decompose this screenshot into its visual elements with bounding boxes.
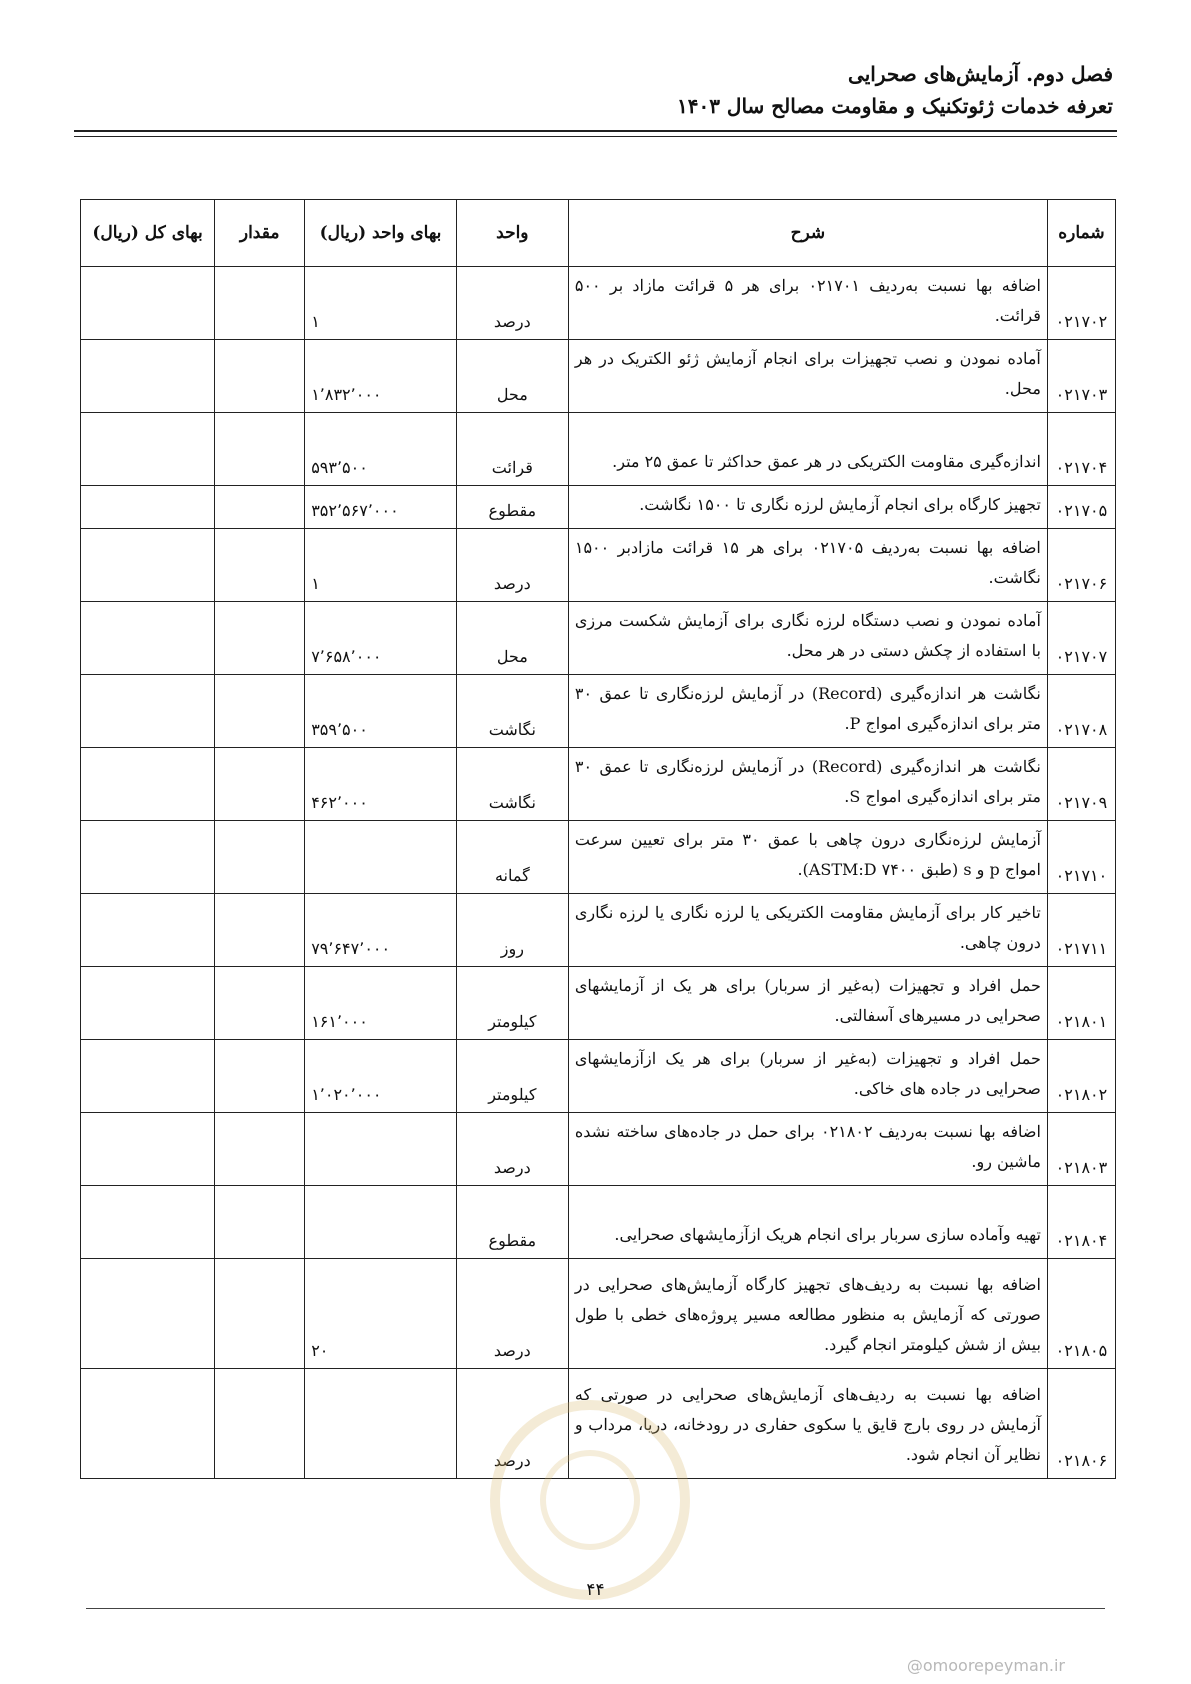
col-header-qty: مقدار <box>215 200 305 267</box>
row-desc: نگاشت هر اندازه‌گیری (Record) در آزمایش لرزه‌نگاری تا عمق ۳۰ متر برای اندازه‌گیری امواج P. <box>568 675 1047 748</box>
table-row <box>81 748 1116 821</box>
row-code: ۰۲۱۷۰۲ <box>1047 267 1115 340</box>
row-qty <box>215 1040 305 1113</box>
row-desc: اضافه بها نسبت به‌ردیف ۰۲۱۷۰۵ برای هر ۱۵ قرائت مازادبر ۱۵۰۰ نگاشت. <box>568 529 1047 602</box>
row-price: ۱ <box>305 267 457 340</box>
row-desc: تاخیر کار برای آزمایش مقاومت الکتریکی یا لرزه نگاری یا لرزه نگاری درون چاهی. <box>568 894 1047 967</box>
row-unit: درصد <box>456 529 568 602</box>
table-row <box>81 675 1116 748</box>
row-total <box>81 821 215 894</box>
row-code: ۰۲۱۷۰۸ <box>1047 675 1115 748</box>
row-desc: حمل افراد و تجهیزات (به‌غیر از سربار) برای هر یک ازآزمایشهای صحرایی در جاده های خاکی. <box>568 1040 1047 1113</box>
website-watermark: @omoorepeyman.ir <box>906 1656 1065 1675</box>
row-desc: اضافه بها نسبت به‌ردیف ۰۲۱۸۰۲ برای حمل در جاده‌های ساخته نشده ماشین رو. <box>568 1113 1047 1186</box>
row-unit: کیلومتر <box>456 1040 568 1113</box>
row-qty <box>215 486 305 529</box>
row-qty <box>215 340 305 413</box>
row-price: ۷۹٬۶۴۷٬۰۰۰ <box>305 894 457 967</box>
col-header-code: شماره <box>1047 200 1115 267</box>
row-qty <box>215 967 305 1040</box>
seal-inner-ring <box>540 1450 640 1550</box>
row-price <box>305 1113 457 1186</box>
row-price <box>305 1369 457 1479</box>
row-price: ۱٬۸۳۲٬۰۰۰ <box>305 340 457 413</box>
row-price: ۷٬۶۵۸٬۰۰۰ <box>305 602 457 675</box>
table-row <box>81 1259 1116 1369</box>
row-code: ۰۲۱۸۰۶ <box>1047 1369 1115 1479</box>
row-price: ۱۶۱٬۰۰۰ <box>305 967 457 1040</box>
row-price: ۳۵۲٬۵۶۷٬۰۰۰ <box>305 486 457 529</box>
row-qty <box>215 675 305 748</box>
row-unit: درصد <box>456 1113 568 1186</box>
row-qty <box>215 1259 305 1369</box>
header-rule-thick <box>74 130 1117 132</box>
col-header-price: بهای واحد (ریال) <box>305 200 457 267</box>
row-code: ۰۲۱۷۱۱ <box>1047 894 1115 967</box>
row-unit: محل <box>456 602 568 675</box>
row-desc: اندازه‌گیری مقاومت الکتریکی در هر عمق حداکثر تا عمق ۲۵ متر. <box>568 413 1047 486</box>
row-unit: درصد <box>456 1369 568 1479</box>
row-qty <box>215 529 305 602</box>
row-total <box>81 1259 215 1369</box>
row-total <box>81 413 215 486</box>
header-rule-thin <box>74 136 1117 137</box>
row-qty <box>215 748 305 821</box>
row-code: ۰۲۱۷۰۷ <box>1047 602 1115 675</box>
row-unit: گمانه <box>456 821 568 894</box>
row-code: ۰۲۱۸۰۵ <box>1047 1259 1115 1369</box>
row-total <box>81 486 215 529</box>
row-code: ۰۲۱۷۰۴ <box>1047 413 1115 486</box>
publisher-seal-watermark <box>490 1400 690 1600</box>
tariff-table <box>80 199 1116 1479</box>
row-code: ۰۲۱۷۰۶ <box>1047 529 1115 602</box>
row-total <box>81 1040 215 1113</box>
row-qty <box>215 1186 305 1259</box>
table-row <box>81 486 1116 529</box>
row-total <box>81 267 215 340</box>
row-qty <box>215 602 305 675</box>
table-row <box>81 267 1116 340</box>
row-unit: درصد <box>456 267 568 340</box>
col-header-unit: واحد <box>456 200 568 267</box>
row-price <box>305 821 457 894</box>
row-desc: اضافه بها نسبت به ردیف‌های آزمایش‌های صحرایی در صورتی که آزمایش در روی بارج قایق یا سکوی حفاری در رودخانه، دریا، مرداب و نظایر آن انجام شود. <box>568 1369 1047 1479</box>
row-qty <box>215 1113 305 1186</box>
table-row <box>81 529 1116 602</box>
row-total <box>81 967 215 1040</box>
row-desc: آماده نمودن و نصب تجهیزات برای انجام آزمایش ژئو الکتریک در هر محل. <box>568 340 1047 413</box>
row-desc: آزمایش لرزه‌نگاری درون چاهی با عمق ۳۰ متر برای تعیین سرعت امواج p و s (طبق ASTM:D ۷۴۰۰). <box>568 821 1047 894</box>
row-code: ۰۲۱۸۰۲ <box>1047 1040 1115 1113</box>
row-code: ۰۲۱۸۰۱ <box>1047 967 1115 1040</box>
row-total <box>81 894 215 967</box>
row-unit: مقطوع <box>456 1186 568 1259</box>
table-header-row <box>81 200 1116 267</box>
row-total <box>81 1186 215 1259</box>
col-header-desc: شرح <box>568 200 1047 267</box>
table-row <box>81 894 1116 967</box>
chapter-title: فصل دوم. آزمایش‌های صحرایی <box>848 62 1113 86</box>
table-row <box>81 967 1116 1040</box>
row-desc: حمل افراد و تجهیزات (به‌غیر از سربار) برای هر یک از آزمایشهای صحرایی در مسیرهای آسفالتی. <box>568 967 1047 1040</box>
row-unit: محل <box>456 340 568 413</box>
row-unit: نگاشت <box>456 675 568 748</box>
row-total <box>81 1113 215 1186</box>
col-header-total: بهای کل (ریال) <box>81 200 215 267</box>
row-price <box>305 1186 457 1259</box>
row-unit: درصد <box>456 1259 568 1369</box>
document-title: تعرفه خدمات ژئوتکنیک و مقاومت مصالح سال ۱۴۰۳ <box>676 94 1113 118</box>
row-desc: تهیه وآماده سازی سربار برای انجام هریک ازآزمایشهای صحرایی. <box>568 1186 1047 1259</box>
row-price: ۳۵۹٬۵۰۰ <box>305 675 457 748</box>
row-total <box>81 748 215 821</box>
table-row <box>81 340 1116 413</box>
table-row <box>81 1040 1116 1113</box>
row-price: ۵۹۳٬۵۰۰ <box>305 413 457 486</box>
row-price: ۱ <box>305 529 457 602</box>
row-total <box>81 1369 215 1479</box>
row-price: ۲۰ <box>305 1259 457 1369</box>
row-total <box>81 529 215 602</box>
row-qty <box>215 894 305 967</box>
row-desc: اضافه بها نسبت به‌ردیف ۰۲۱۷۰۱ برای هر ۵ قرائت مازاد بر ۵۰۰ قرائت. <box>568 267 1047 340</box>
row-total <box>81 340 215 413</box>
row-unit: روز <box>456 894 568 967</box>
row-code: ۰۲۱۷۰۵ <box>1047 486 1115 529</box>
row-code: ۰۲۱۸۰۴ <box>1047 1186 1115 1259</box>
row-total <box>81 602 215 675</box>
table-row <box>81 413 1116 486</box>
row-unit: قرائت <box>456 413 568 486</box>
row-unit: مقطوع <box>456 486 568 529</box>
row-desc: اضافه بها نسبت به ردیف‌های تجهیز کارگاه آزمایش‌های صحرایی در صورتی که آزمایش به منظور مطالعه مسیر پروژه‌های خطی با طول بیش از شش کیلومتر انجام گیرد. <box>568 1259 1047 1369</box>
row-code: ۰۲۱۷۰۳ <box>1047 340 1115 413</box>
row-price: ۴۶۲٬۰۰۰ <box>305 748 457 821</box>
row-code: ۰۲۱۸۰۳ <box>1047 1113 1115 1186</box>
row-unit: کیلومتر <box>456 967 568 1040</box>
row-code: ۰۲۱۷۰۹ <box>1047 748 1115 821</box>
page-number: ۴۴ <box>586 1580 605 1600</box>
table-row <box>81 1186 1116 1259</box>
row-total <box>81 675 215 748</box>
footer-rule <box>86 1608 1105 1609</box>
table-row <box>81 1113 1116 1186</box>
table-row <box>81 821 1116 894</box>
table-row <box>81 602 1116 675</box>
row-qty <box>215 413 305 486</box>
row-unit: نگاشت <box>456 748 568 821</box>
row-qty <box>215 267 305 340</box>
row-qty <box>215 821 305 894</box>
page-header <box>677 58 1113 122</box>
row-desc: نگاشت هر اندازه‌گیری (Record) در آزمایش لرزه‌نگاری تا عمق ۳۰ متر برای اندازه‌گیری امواج S. <box>568 748 1047 821</box>
row-qty <box>215 1369 305 1479</box>
row-code: ۰۲۱۷۱۰ <box>1047 821 1115 894</box>
row-desc: تجهیز کارگاه برای انجام آزمایش لرزه نگاری تا ۱۵۰۰ نگاشت. <box>568 486 1047 529</box>
row-price: ۱٬۰۲۰٬۰۰۰ <box>305 1040 457 1113</box>
row-desc: آماده نمودن و نصب دستگاه لرزه نگاری برای آزمایش شکست مرزی با استفاده از چکش دستی در هر محل. <box>568 602 1047 675</box>
